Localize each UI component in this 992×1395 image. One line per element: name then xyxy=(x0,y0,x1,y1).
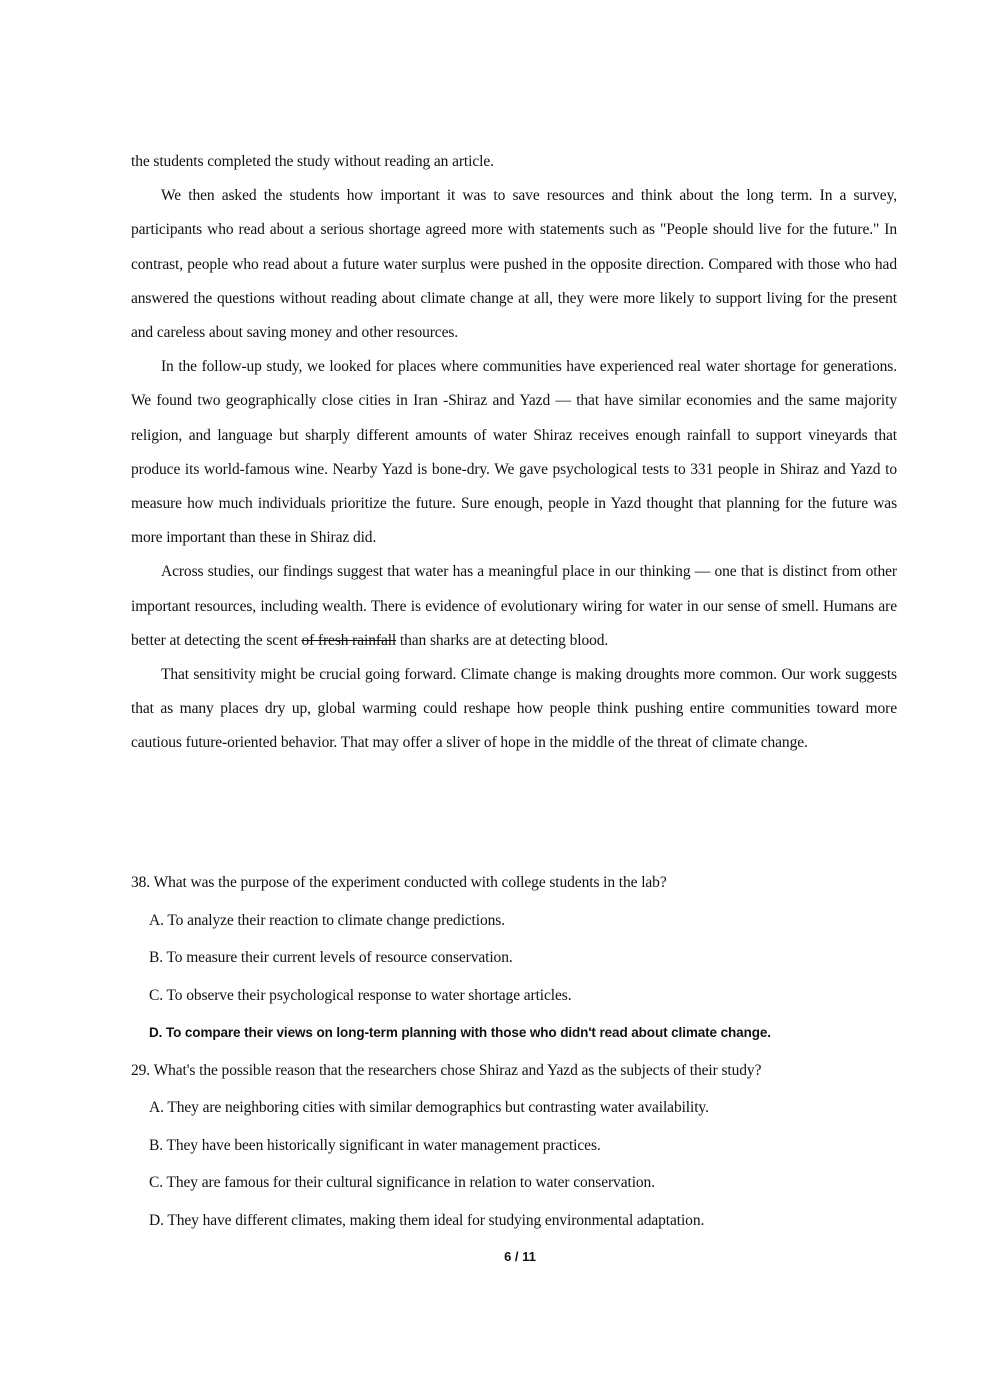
answer-option-b: B. They have been historically significant in water management practices. xyxy=(149,1136,601,1154)
question-stem: 29. What's the possible reason that the researchers chose Shiraz and Yazd as the subjects of their study? xyxy=(131,1061,762,1079)
answer-option-b: B. To measure their current levels of resource conservation. xyxy=(149,949,513,966)
question-38 xyxy=(131,864,897,1052)
passage-paragraph: That sensitivity might be crucial going forward. Climate change is making droughts more common. Our work suggests that as many places dry up, global warming could reshape how people think pushing entire communities toward more cautious future-oriented behavior. That may offer a sliver of hope in the middle of the threat of climate change. xyxy=(131,666,897,752)
passage-paragraph: We then asked the students how important it was to save resources and think about the long term. In a survey, participants who read about a serious shortage agreed more with statements such as "People should live for the future." In contrast, people who read about a future water surplus were pushed in the opposite direction. Compared with those who had answered the questions without reading about climate change at all, they were more likely to support living for the present and careless about saving money and other resources. xyxy=(131,187,897,342)
answer-option-a: A. To analyze their reaction to climate change predictions. xyxy=(149,911,505,929)
answer-option-d: D. They have different climates, making them ideal for studying environmental adaptation. xyxy=(149,1211,705,1229)
answer-option-a: A. They are neighboring cities with similar demographics but contrasting water availability. xyxy=(149,1099,709,1116)
answer-option-c: C. They are famous for their cultural significance in relation to water conservation. xyxy=(149,1174,655,1191)
answer-option-c: C. To observe their psychological response to water shortage articles. xyxy=(149,986,572,1004)
passage-paragraph: In the follow-up study, we looked for places where communities have experienced real water shortage for generations. We found two geographically close cities in Iran -Shiraz and Yazd — that have similar economies and the same majority religion, and language but sharply different amounts of water Shiraz receives enough rainfall to support vineyards that produce its world-famous wine. Nearby Yazd is bone-dry. We gave psychological tests to 331 people in Shiraz and Yazd to measure how much individuals prioritize the future. Sure enough, people in Yazd thought that planning for the future was more important than these in Shiraz did. xyxy=(131,358,897,547)
passage-paragraph xyxy=(131,555,897,658)
question-section xyxy=(131,864,897,1239)
question-29 xyxy=(131,1052,897,1240)
question-stem: 38. What was the purpose of the experiment conducted with college students in the lab? xyxy=(131,874,667,891)
reading-passage xyxy=(131,145,897,761)
passage-paragraph: the students completed the study without reading an article. xyxy=(131,153,494,170)
struck-text: of fresh rainfall xyxy=(301,631,397,649)
passage-text: than sharks are at detecting blood. xyxy=(396,631,609,649)
answer-option-d: D. To compare their views on long-term planning with those who didn't read about climate change. xyxy=(149,1025,771,1040)
passage-text: Across studies, our findings suggest that water has a meaningful place in our thinking — one that is distinct from other important resources, including wealth. There is evidence of evolutionary wiring for water in our sense of smell. Humans are better at detecting the scent xyxy=(131,563,897,649)
page-number: 6 / 11 xyxy=(504,1249,536,1264)
